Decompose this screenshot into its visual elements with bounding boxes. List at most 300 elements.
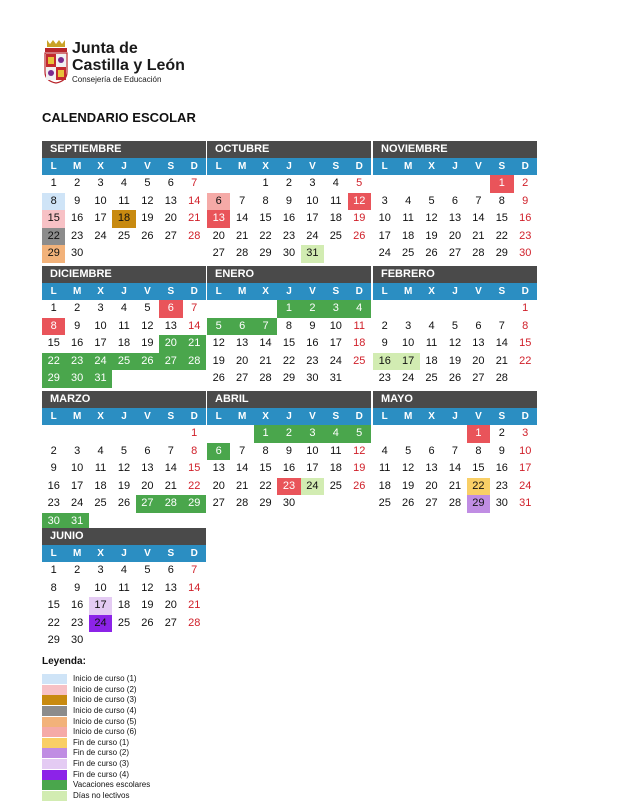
day-cell: 30 xyxy=(71,247,84,259)
day-cell: 14 xyxy=(495,337,508,349)
day-cell: 2 xyxy=(50,444,57,457)
weekday-label: J xyxy=(121,548,127,559)
day-cell: 28 xyxy=(236,247,249,259)
day-cell: 10 xyxy=(402,337,415,349)
day-cell: 5 xyxy=(356,177,363,189)
day-cell: 8 xyxy=(475,444,482,457)
day-cell: 13 xyxy=(164,581,177,594)
day-grid xyxy=(42,425,206,530)
day-cell: 27 xyxy=(164,229,177,242)
day-cell: 29 xyxy=(47,634,60,646)
weekday-label: V xyxy=(475,411,482,422)
day-cell: 4 xyxy=(97,444,104,457)
month-noviembre xyxy=(373,141,537,263)
day-cell: 19 xyxy=(212,354,225,367)
day-cell: 24 xyxy=(94,229,107,242)
day-cell: 8 xyxy=(262,444,269,457)
day-cell: 11 xyxy=(425,337,438,349)
day-cell: 24 xyxy=(71,497,84,509)
day-cell: 20 xyxy=(212,229,225,242)
day-cell: 12 xyxy=(117,462,131,474)
empty-cell xyxy=(136,425,159,443)
day-cell: 19 xyxy=(141,599,154,611)
weekday-header xyxy=(207,283,371,300)
weekday-label: L xyxy=(215,161,222,172)
day-cell: 28 xyxy=(188,229,201,242)
legend-item xyxy=(42,791,150,802)
empty-cell xyxy=(373,425,396,443)
day-cell: 27 xyxy=(212,497,225,509)
weekday-label: V xyxy=(309,411,316,422)
month-enero xyxy=(207,266,371,388)
day-cell: 24 xyxy=(519,479,532,492)
day-cell: 5 xyxy=(144,177,151,189)
empty-cell xyxy=(467,300,490,318)
day-cell: 3 xyxy=(74,444,81,457)
day-cell: 13 xyxy=(207,210,230,228)
day-cell: 27 xyxy=(212,247,225,259)
day-cell: 26 xyxy=(141,616,154,629)
day-cell: 19 xyxy=(353,462,366,474)
day-cell: 6 xyxy=(475,319,482,332)
day-cell: 19 xyxy=(425,229,438,242)
day-cell: 26 xyxy=(136,353,159,371)
day-cell: 2 xyxy=(381,319,388,332)
weekday-label: X xyxy=(97,411,104,422)
day-cell: 27 xyxy=(425,497,438,509)
legend-swatch xyxy=(42,706,67,716)
day-cell: 3 xyxy=(381,194,388,207)
weekday-label: X xyxy=(262,286,269,297)
month-octubre xyxy=(207,141,371,263)
day-cell: 10 xyxy=(519,444,532,457)
weekday-label: D xyxy=(190,411,198,422)
day-cell: 19 xyxy=(402,479,415,492)
weekday-label: X xyxy=(97,286,104,297)
day-cell: 27 xyxy=(236,372,249,384)
day-cell: 25 xyxy=(329,229,342,242)
day-grid xyxy=(42,562,206,650)
day-cell: 17 xyxy=(329,337,342,349)
day-cell: 8 xyxy=(285,319,293,332)
day-cell: 3 xyxy=(301,425,324,443)
day-cell: 19 xyxy=(353,212,366,224)
month-septiembre xyxy=(42,141,206,263)
day-cell: 9 xyxy=(74,319,81,332)
day-cell: 16 xyxy=(282,462,296,474)
day-cell: 24 xyxy=(329,354,342,367)
legend-title: Leyenda: xyxy=(42,656,86,667)
day-cell: 4 xyxy=(120,177,128,189)
day-cell: 8 xyxy=(50,581,57,594)
day-cell: 14 xyxy=(236,462,249,474)
day-cell: 21 xyxy=(236,479,249,492)
day-cell: 13 xyxy=(212,462,225,474)
page-title: CALENDARIO ESCOLAR xyxy=(42,110,196,125)
day-cell: 10 xyxy=(306,444,319,457)
weekday-label: D xyxy=(521,286,529,297)
empty-cell xyxy=(207,175,230,193)
weekday-label: J xyxy=(286,161,292,172)
day-cell: 16 xyxy=(71,599,84,611)
day-cell: 1 xyxy=(191,427,198,439)
day-cell: 27 xyxy=(448,247,462,259)
empty-cell xyxy=(443,300,466,318)
day-cell: 26 xyxy=(448,372,462,384)
day-cell: 12 xyxy=(348,193,371,211)
month-title: SEPTIEMBRE xyxy=(42,141,206,158)
weekday-label: J xyxy=(286,411,292,422)
weekday-label: L xyxy=(50,548,57,559)
legend-item xyxy=(42,674,150,685)
day-cell: 5 xyxy=(428,194,435,207)
day-cell: 22 xyxy=(188,479,201,492)
day-cell: 30 xyxy=(42,513,65,531)
day-cell: 16 xyxy=(71,212,84,224)
day-cell: 15 xyxy=(259,212,272,224)
legend-item xyxy=(42,769,150,780)
day-cell: 9 xyxy=(381,337,388,349)
day-cell: 25 xyxy=(425,372,438,384)
weekday-label: J xyxy=(452,161,458,172)
weekday-header xyxy=(42,408,206,425)
day-cell: 29 xyxy=(42,370,65,388)
legend-swatch xyxy=(42,727,67,737)
weekday-label: D xyxy=(355,411,363,422)
day-cell: 9 xyxy=(74,581,81,594)
month-title: MAYO xyxy=(373,391,537,408)
day-cell: 28 xyxy=(259,372,272,384)
day-cell: 10 xyxy=(378,212,391,224)
day-grid xyxy=(207,300,371,388)
day-cell: 1 xyxy=(254,425,277,443)
day-cell: 1 xyxy=(490,175,513,193)
day-cell: 6 xyxy=(451,194,459,207)
empty-cell xyxy=(230,425,253,443)
day-cell: 4 xyxy=(405,194,412,207)
day-cell: 24 xyxy=(89,615,112,633)
weekday-label: S xyxy=(167,161,175,172)
weekday-label: V xyxy=(144,411,151,422)
legend-item xyxy=(42,780,150,791)
day-cell: 31 xyxy=(519,497,532,509)
weekday-header xyxy=(42,158,206,175)
empty-cell xyxy=(490,300,513,318)
weekday-label: D xyxy=(521,161,529,172)
weekday-label: S xyxy=(498,286,506,297)
weekday-label: J xyxy=(121,411,127,422)
day-cell: 2 xyxy=(522,177,529,189)
weekday-header xyxy=(42,545,206,562)
legend-label: Inicio de curso (4) xyxy=(73,706,137,716)
day-cell: 8 xyxy=(42,318,65,336)
weekday-label: S xyxy=(167,411,175,422)
legend-label: Vacaciones escolares xyxy=(73,780,151,790)
legend-swatch xyxy=(42,685,67,695)
weekday-label: M xyxy=(72,161,82,172)
weekday-label: L xyxy=(381,286,388,297)
legend-item xyxy=(42,748,150,759)
day-cell: 4 xyxy=(381,444,388,457)
month-title: NOVIEMBRE xyxy=(373,141,537,158)
legend-label: Fin de curso (2) xyxy=(73,748,130,758)
day-cell: 25 xyxy=(117,229,131,242)
day-cell: 24 xyxy=(89,353,112,371)
day-cell: 18 xyxy=(117,599,131,611)
day-cell: 11 xyxy=(379,462,391,474)
weekday-label: M xyxy=(403,286,413,297)
day-cell: 21 xyxy=(183,335,206,353)
day-cell: 30 xyxy=(282,497,296,509)
day-cell: 17 xyxy=(306,212,319,224)
day-cell: 5 xyxy=(120,444,128,457)
day-cell: 1 xyxy=(522,302,529,314)
day-cell: 17 xyxy=(94,212,107,224)
weekday-header xyxy=(42,283,206,300)
legend-swatch xyxy=(42,695,67,705)
legend xyxy=(42,674,150,801)
weekday-label: S xyxy=(332,411,340,422)
day-cell: 23 xyxy=(71,229,84,242)
day-cell: 25 xyxy=(112,353,135,371)
legend-swatch xyxy=(42,717,67,727)
day-cell: 25 xyxy=(402,247,415,259)
day-cell: 22 xyxy=(42,353,65,371)
weekday-label: V xyxy=(144,548,151,559)
legend-swatch xyxy=(42,780,67,790)
day-cell: 1 xyxy=(467,425,490,443)
day-cell: 15 xyxy=(259,462,272,474)
day-cell: 30 xyxy=(495,497,508,509)
day-cell: 11 xyxy=(330,194,342,207)
month-abril xyxy=(207,391,371,513)
day-cell: 30 xyxy=(71,634,84,646)
day-cell: 15 xyxy=(519,337,532,349)
day-cell: 22 xyxy=(519,354,532,367)
day-cell: 31 xyxy=(329,372,342,384)
day-cell: 8 xyxy=(522,319,529,332)
weekday-label: S xyxy=(498,161,506,172)
day-cell: 2 xyxy=(74,564,81,576)
day-grid xyxy=(373,425,537,513)
day-cell: 13 xyxy=(448,212,462,224)
day-cell: 25 xyxy=(94,497,107,509)
weekday-label: J xyxy=(452,286,458,297)
weekday-label: D xyxy=(190,548,198,559)
day-cell: 8 xyxy=(42,193,65,211)
day-cell: 29 xyxy=(42,245,65,263)
weekday-label: L xyxy=(215,411,222,422)
legend-label: Inicio de curso (5) xyxy=(73,716,137,726)
day-cell: 21 xyxy=(472,229,485,242)
legend-swatch xyxy=(42,738,67,748)
empty-cell xyxy=(230,300,253,318)
day-cell: 5 xyxy=(144,564,151,576)
weekday-label: J xyxy=(286,286,292,297)
day-cell: 4 xyxy=(348,300,371,318)
day-cell: 28 xyxy=(472,247,485,259)
empty-cell xyxy=(207,425,230,443)
day-cell: 21 xyxy=(448,479,462,492)
legend-label: Inicio de curso (6) xyxy=(73,727,137,737)
day-cell: 10 xyxy=(71,462,84,474)
empty-cell xyxy=(159,425,182,443)
day-cell: 23 xyxy=(306,354,319,367)
day-cell: 17 xyxy=(71,479,84,492)
day-cell: 7 xyxy=(451,444,459,457)
day-cell: 18 xyxy=(378,479,391,492)
day-cell: 28 xyxy=(448,497,462,509)
empty-cell xyxy=(420,425,443,443)
legend-swatch xyxy=(42,759,67,769)
day-cell: 3 xyxy=(97,302,104,314)
empty-cell xyxy=(420,300,443,318)
month-title: FEBRERO xyxy=(373,266,537,283)
empty-cell xyxy=(230,175,253,193)
day-cell: 25 xyxy=(329,479,342,492)
day-cell: 9 xyxy=(498,444,505,457)
day-cell: 15 xyxy=(42,210,65,228)
day-cell: 4 xyxy=(324,425,347,443)
day-cell: 15 xyxy=(47,337,60,349)
day-cell: 22 xyxy=(467,478,490,496)
day-cell: 24 xyxy=(301,478,324,496)
weekday-label: V xyxy=(309,286,316,297)
day-cell: 20 xyxy=(425,479,438,492)
day-cell: 12 xyxy=(402,462,415,474)
weekday-label: M xyxy=(237,411,247,422)
day-cell: 29 xyxy=(259,497,272,509)
day-cell: 26 xyxy=(353,479,366,492)
day-cell: 27 xyxy=(159,353,182,371)
legend-label: Días no lectivos xyxy=(73,790,130,800)
day-cell: 20 xyxy=(448,229,462,242)
day-cell: 23 xyxy=(495,479,508,492)
day-cell: 9 xyxy=(74,194,81,207)
day-cell: 26 xyxy=(117,497,131,509)
day-cell: 29 xyxy=(282,372,296,384)
day-cell: 23 xyxy=(378,372,391,384)
day-cell: 18 xyxy=(402,229,415,242)
day-cell: 5 xyxy=(405,444,412,457)
logo-line-1: Junta de xyxy=(72,40,138,57)
weekday-label: V xyxy=(144,161,151,172)
weekday-label: L xyxy=(215,286,222,297)
day-cell: 13 xyxy=(236,337,249,349)
day-cell: 20 xyxy=(472,354,485,367)
day-cell: 16 xyxy=(47,479,60,492)
logo-line-3: Consejería de Educación xyxy=(72,75,162,84)
day-cell: 28 xyxy=(236,497,249,509)
month-febrero xyxy=(373,266,537,388)
month-junio xyxy=(42,528,206,650)
weekday-label: X xyxy=(97,161,104,172)
day-cell: 3 xyxy=(97,564,104,576)
day-cell: 7 xyxy=(191,177,198,189)
month-diciembre xyxy=(42,266,206,388)
weekday-label: D xyxy=(355,161,363,172)
day-cell: 21 xyxy=(259,354,272,367)
day-cell: 26 xyxy=(212,372,225,384)
day-cell: 19 xyxy=(117,479,131,492)
day-cell: 21 xyxy=(495,354,508,367)
day-cell: 28 xyxy=(159,495,182,513)
day-cell: 6 xyxy=(167,564,174,576)
legend-item xyxy=(42,706,150,717)
day-cell: 14 xyxy=(259,337,272,349)
weekday-label: V xyxy=(475,286,482,297)
day-cell: 15 xyxy=(47,599,60,611)
weekday-header xyxy=(207,158,371,175)
day-cell: 12 xyxy=(141,581,154,594)
day-cell: 12 xyxy=(353,444,366,457)
weekday-label: V xyxy=(309,161,316,172)
logo-line-2: Castilla y León xyxy=(72,57,185,74)
day-cell: 29 xyxy=(183,495,206,513)
weekday-label: M xyxy=(72,286,82,297)
day-cell: 3 xyxy=(324,300,347,318)
empty-cell xyxy=(42,425,65,443)
day-cell: 17 xyxy=(378,229,391,242)
day-cell: 30 xyxy=(65,370,88,388)
empty-cell xyxy=(254,300,277,318)
day-cell: 16 xyxy=(519,212,532,224)
day-cell: 5 xyxy=(207,318,230,336)
day-cell: 20 xyxy=(159,335,182,353)
day-cell: 11 xyxy=(118,581,130,594)
weekday-label: S xyxy=(167,548,175,559)
empty-cell xyxy=(420,175,443,193)
weekday-label: D xyxy=(190,161,198,172)
day-cell: 25 xyxy=(378,497,391,509)
day-cell: 17 xyxy=(396,353,419,371)
day-cell: 21 xyxy=(236,229,249,242)
day-cell: 12 xyxy=(425,212,438,224)
day-cell: 17 xyxy=(89,597,112,615)
day-cell: 18 xyxy=(353,337,366,349)
day-cell: 10 xyxy=(94,194,107,207)
day-grid xyxy=(207,175,371,263)
day-cell: 19 xyxy=(141,212,154,224)
weekday-label: X xyxy=(97,548,104,559)
day-cell: 10 xyxy=(94,319,107,332)
day-cell: 18 xyxy=(94,479,107,492)
day-cell: 22 xyxy=(495,229,508,242)
legend-item xyxy=(42,727,150,738)
day-cell: 7 xyxy=(191,564,198,576)
legend-item xyxy=(42,759,150,770)
weekday-label: X xyxy=(428,161,435,172)
day-cell: 7 xyxy=(498,319,505,332)
day-cell: 21 xyxy=(188,599,201,611)
day-cell: 11 xyxy=(330,444,342,457)
day-cell: 28 xyxy=(495,372,508,384)
day-cell: 24 xyxy=(306,229,319,242)
weekday-label: V xyxy=(475,161,482,172)
weekday-label: L xyxy=(50,286,57,297)
day-cell: 6 xyxy=(207,443,230,461)
day-cell: 8 xyxy=(262,194,269,207)
day-cell: 7 xyxy=(475,194,482,207)
weekday-label: J xyxy=(452,411,458,422)
day-cell: 24 xyxy=(378,247,391,259)
weekday-label: M xyxy=(403,161,413,172)
day-cell: 16 xyxy=(71,337,84,349)
day-cell: 23 xyxy=(47,497,60,509)
day-cell: 30 xyxy=(306,372,319,384)
empty-cell xyxy=(373,175,396,193)
day-cell: 6 xyxy=(167,177,174,189)
